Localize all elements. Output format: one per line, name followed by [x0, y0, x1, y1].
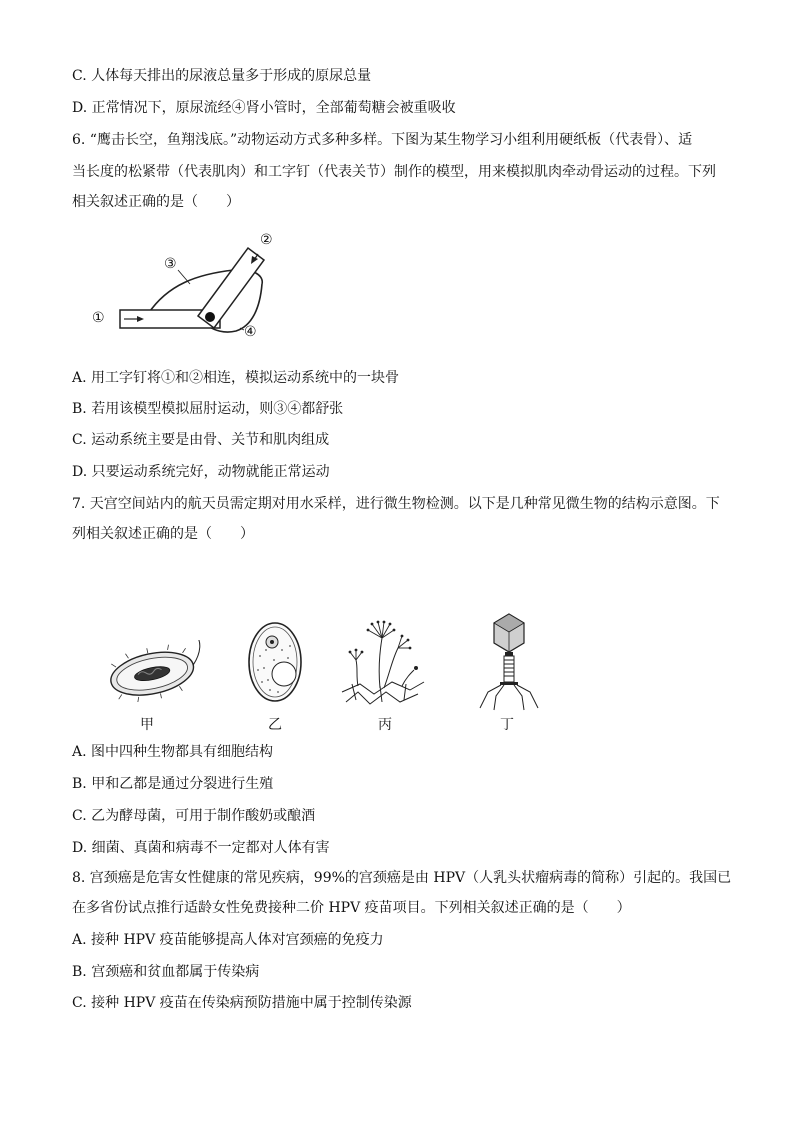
q7-option-c: C. 乙为酵母菌，可用于制作酸奶或酿酒 — [72, 808, 316, 824]
label-4: ④ — [244, 324, 257, 340]
q8-option-a: A. 接种 HPV 疫苗能够提高人体对宫颈癌的免疫力 — [72, 932, 384, 948]
caption-yi: 乙 — [268, 717, 282, 733]
q7-option-b: B. 甲和乙都是通过分裂进行生殖 — [72, 776, 274, 792]
label-1: ① — [92, 310, 105, 326]
joint-pin — [205, 312, 215, 322]
q7-option-a: A. 图中四种生物都具有细胞结构 — [72, 744, 274, 760]
muscle-bone-model-figure — [86, 226, 286, 346]
q8-option-c: C. 接种 HPV 疫苗在传染病预防措施中属于控制传染源 — [72, 995, 412, 1011]
caption-jia: 甲 — [140, 717, 154, 733]
label-3: ③ — [164, 256, 177, 272]
bacterium-figure — [104, 640, 216, 702]
q7-option-d: D. 细菌、真菌和病毒不一定都对人体有害 — [72, 840, 330, 856]
yeast-figure — [246, 620, 304, 704]
q5-option-d: D. 正常情况下，原尿流经④肾小管时，全部葡萄糖会被重吸收 — [72, 100, 456, 116]
q8-stem-line-2: 在多省份试点推行适龄女性免费接种二价 HPV 疫苗项目。下列相关叙述正确的是（ ） — [72, 900, 631, 916]
caption-ding: 丁 — [500, 717, 514, 733]
q6-option-d: D. 只要运动系统完好，动物就能正常运动 — [72, 464, 330, 480]
q8-option-b: B. 宫颈癌和贫血都属于传染病 — [72, 964, 260, 980]
q6-stem-line-3: 相关叙述正确的是（ ） — [72, 194, 240, 210]
mold-figure — [340, 620, 426, 708]
q6-option-b: B. 若用该模型模拟屈肘运动，则③④都舒张 — [72, 401, 344, 417]
label-2: ② — [260, 232, 273, 248]
q6-stem-line-2: 当长度的松紧带（代表肌肉）和工字钉（代表关节）制作的模型，用来模拟肌肉牵动骨运动的过程。下列 — [72, 164, 716, 180]
q7-stem-line-1: 7. 天宫空间站内的航天员需定期对用水采样，进行微生物检测。以下是几种常见微生物的结构示意图。下 — [72, 496, 720, 512]
q7-stem-line-2: 列相关叙述正确的是（ ） — [72, 526, 254, 542]
q5-option-c: C. 人体每天排出的尿液总量多于形成的原尿总量 — [72, 68, 372, 84]
caption-bing: 丙 — [378, 717, 392, 733]
q6-option-a: A. 用工字钉将①和②相连，模拟运动系统中的一块骨 — [72, 370, 400, 386]
q6-option-c: C. 运动系统主要是由骨、关节和肌肉组成 — [72, 432, 330, 448]
bacteriophage-figure — [474, 612, 544, 712]
q6-stem-line-1: 6. “鹰击长空，鱼翔浅底。”动物运动方式多种多样。下图为某生物学习小组利用硬纸板（代表骨）、适 — [72, 132, 693, 148]
q8-stem-line-1: 8. 宫颈癌是危害女性健康的常见疾病，99%的宫颈癌是由 HPV（人乳头状瘤病毒的简称）引起的。我国已 — [72, 870, 732, 886]
